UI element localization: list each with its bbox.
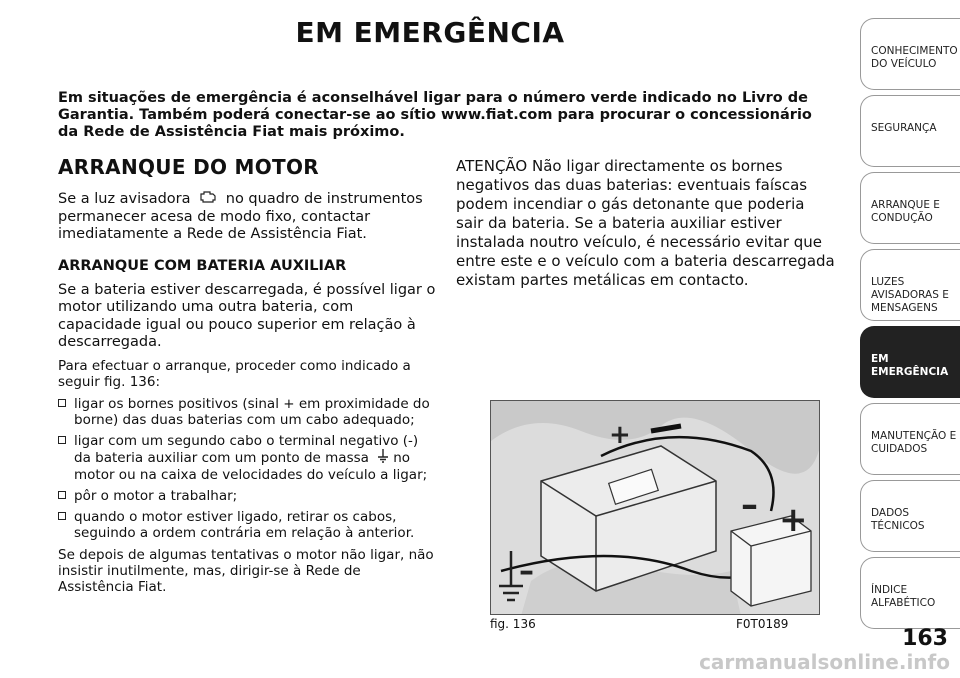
chapter-tabs: [860, 18, 960, 634]
tab-dados-tecnicos[interactable]: DADOS TÉCNICOS: [860, 480, 960, 552]
paragraph-2: Para efectuar o arranque, proceder como indicado a seguir fig. 136:: [58, 357, 411, 390]
svg-text:+: +: [779, 500, 808, 540]
watermark: carmanualsonline.info: [699, 650, 950, 674]
warning-text-after: no quadro de instrumentos permanecer acesa de modo fixo, contactar imediatamente a Rede de Assistência Fiat.: [58, 190, 423, 242]
tab-emergencia[interactable]: EM EMERGÊNCIA: [860, 326, 960, 398]
svg-text:+: +: [609, 420, 631, 450]
steps-list: [58, 396, 436, 541]
svg-text:–: –: [519, 554, 534, 589]
checkbox-bullet-icon: [58, 436, 66, 444]
checkbox-bullet-icon: [58, 399, 66, 407]
tab-manutencao[interactable]: MANUTENÇÃO E CUIDADOS: [860, 403, 960, 475]
tab-luzes[interactable]: LUZES AVISADORAS E MENSAGENS: [860, 249, 960, 321]
warning-text-before: Se a luz avisadora: [58, 190, 191, 207]
figure-caption: fig. 136: [490, 617, 536, 631]
intro-paragraph: Em situações de emergência é aconselhável ligar para o número verde indicado no Livro de Garantia. Também poderá conectar-se ao sítio www.fiat.com para procurar o concessionário da Rede de Assistência Fiat mais próximo.: [58, 90, 812, 140]
list-item: ligar os bornes positivos (sinal + em proximidade do borne) das duas baterias com um cabo adequado;: [58, 396, 436, 428]
warning-light-paragraph: [58, 189, 436, 244]
engine-warning-icon: [199, 189, 217, 209]
paragraph-1: Se a bateria estiver descarregada, é possível ligar o motor utilizando uma outra bateria, com capacidade igual ou pouco superior em relação à descarregada.: [58, 281, 436, 350]
sub-heading: ARRANQUE COM BATERIA AUXILIAR: [58, 257, 347, 274]
battery-jumpstart-illustration: [490, 400, 820, 615]
checkbox-bullet-icon: [58, 491, 66, 499]
list-item: quando o motor estiver ligado, retirar os cabos, seguindo a ordem contrária em relação à anterior.: [58, 509, 436, 541]
section-heading: ARRANQUE DO MOTOR: [58, 155, 319, 179]
checkbox-bullet-icon: [58, 512, 66, 520]
svg-text:–: –: [741, 485, 758, 525]
tab-indice[interactable]: ÍNDICE ALFABÉTICO: [860, 557, 960, 629]
list-item: ligar com um segundo cabo o terminal negativo (-) da bateria auxiliar com um ponto de massa no motor ou na caixa de velocidades do veículo a ligar;: [58, 433, 436, 483]
tab-arranque[interactable]: ARRANQUE E CONDUÇÃO: [860, 172, 960, 244]
list-item: pôr o motor a trabalhar;: [58, 488, 436, 504]
page-title: EM EMERGÊNCIA: [295, 16, 565, 49]
figure-code: F0T0189: [736, 617, 789, 631]
closing-paragraph: Se depois de algumas tentativas o motor não ligar, não insistir inutilmente, mas, dirigir-se à Rede de Assistência Fiat.: [58, 546, 434, 595]
attention-paragraph: ATENÇÃO Não ligar directamente os bornes negativos das duas baterias: eventuais faíscas podem incendiar o gás detonante que poderia sair da bateria. Se a bateria auxiliar estiver instalada noutro veículo, é necessário evitar que entre este e o veículo com a bateria descarregada existam partes metálicas em contacto.: [456, 157, 835, 289]
tab-conhecimento[interactable]: CONHECIMENTO DO VEÍCULO: [860, 18, 960, 90]
ground-symbol-icon: [377, 449, 389, 467]
page-number: 163: [902, 626, 948, 651]
left-column: [58, 155, 436, 601]
tab-seguranca[interactable]: SEGURANÇA: [860, 95, 960, 167]
